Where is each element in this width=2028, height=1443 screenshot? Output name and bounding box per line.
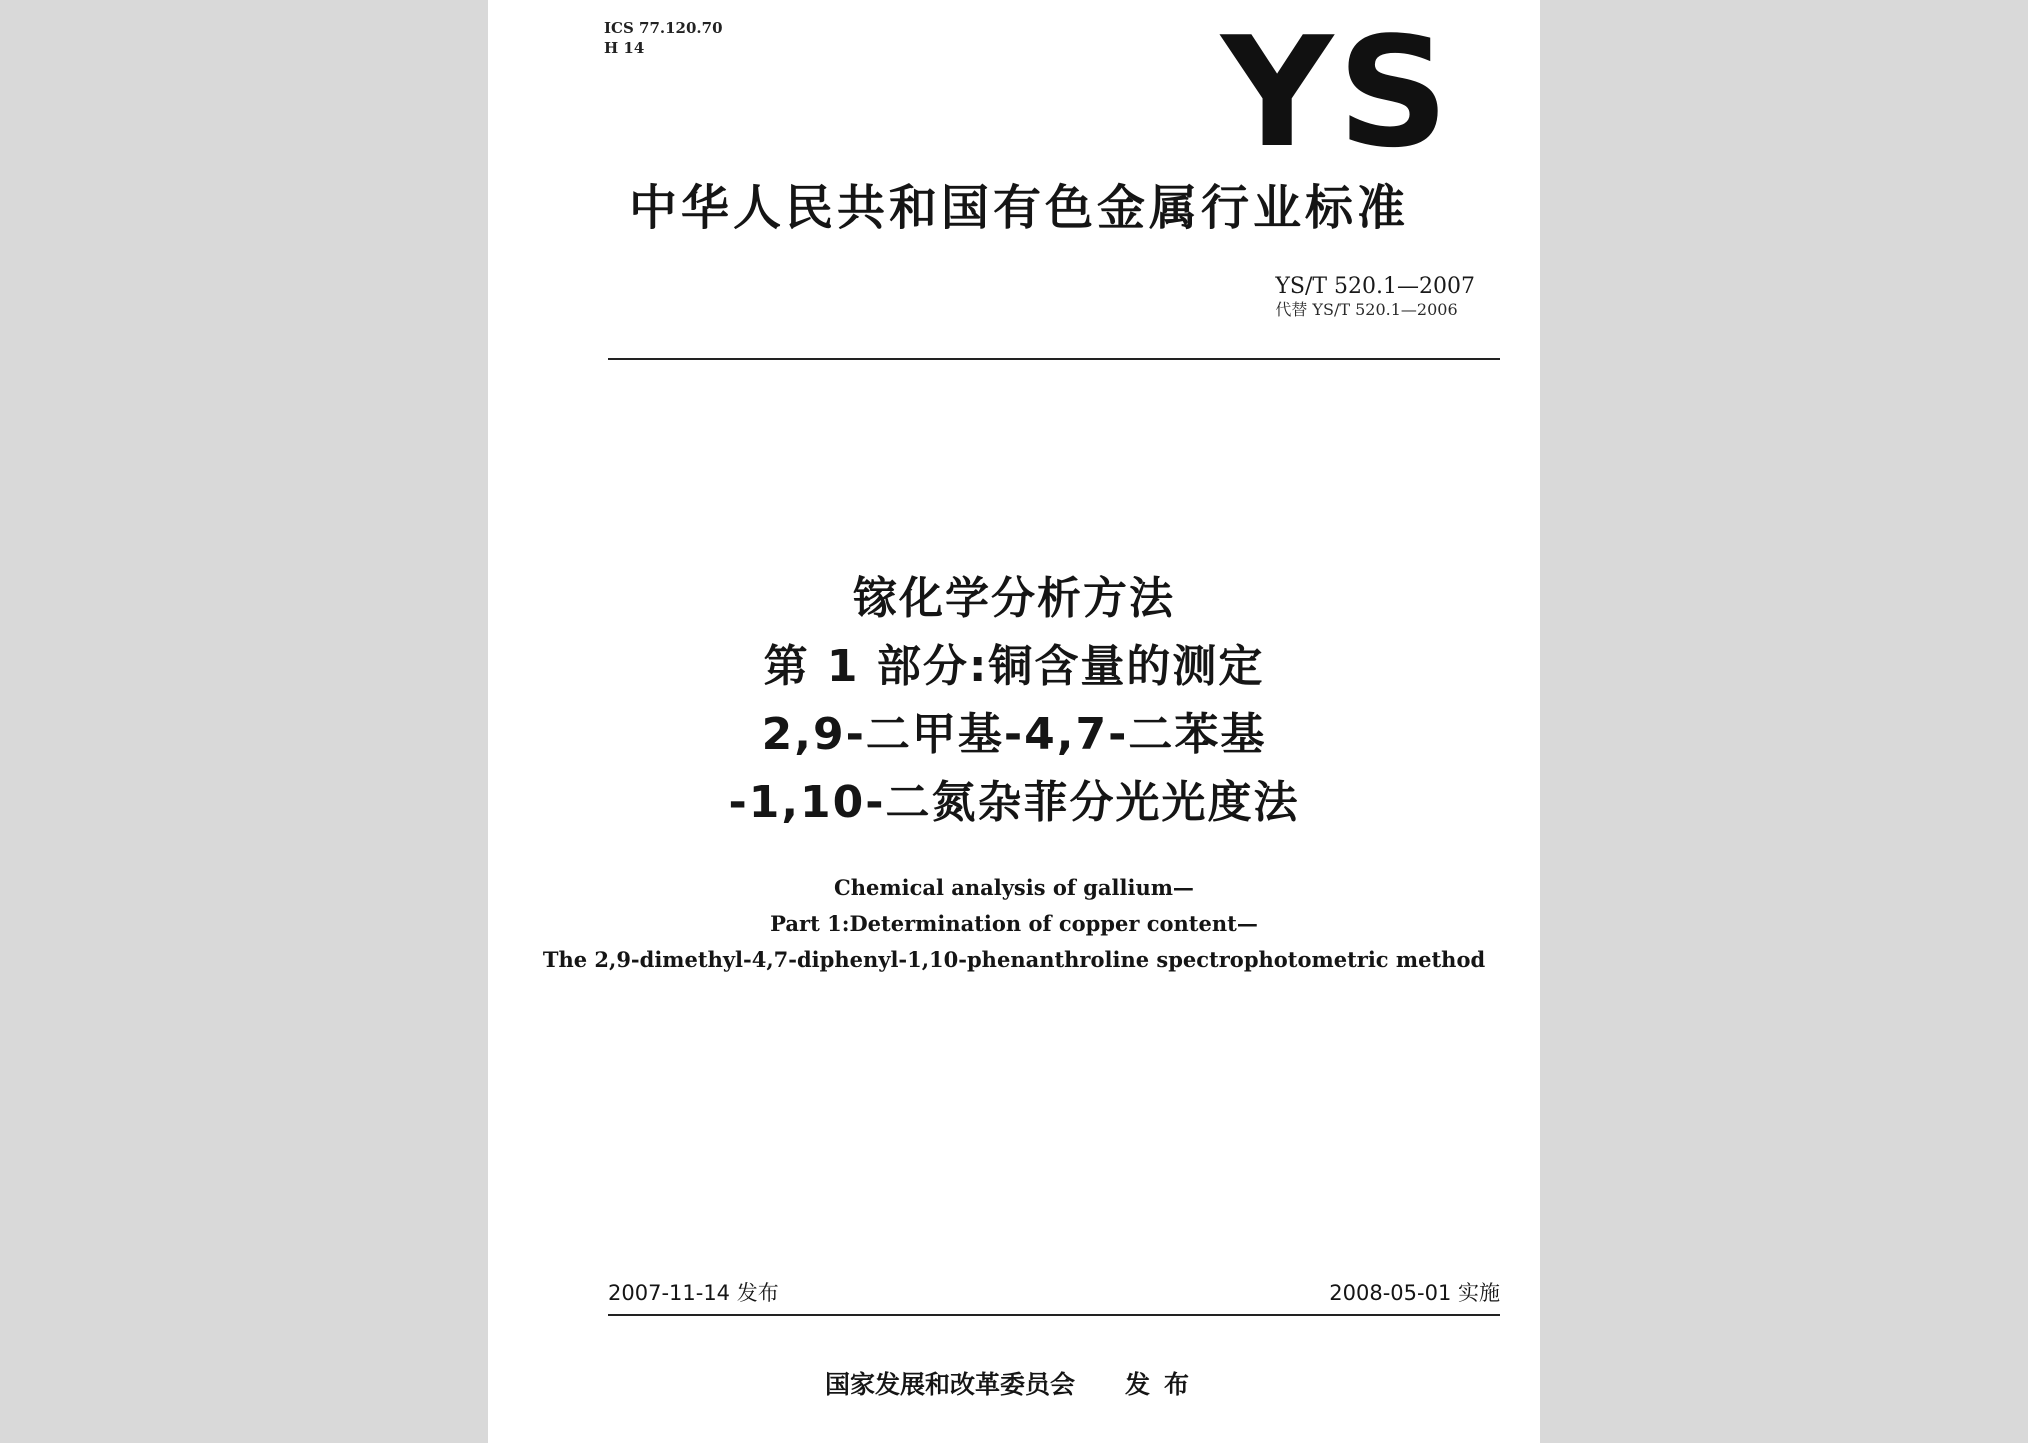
chinese-title — [488, 565, 1540, 837]
english-title-line: The 2,9-dimethyl-4,7-diphenyl-1,10-phenanthroline spectrophotometric method — [542, 947, 1486, 972]
ys-logo: YS — [1221, 4, 1454, 181]
issue-date: 2007-11-14 发布 — [608, 1281, 779, 1305]
chinese-title-line: 镓化学分析方法 — [853, 573, 1175, 624]
issuer-name: 国家发展和改革委员会 — [824, 1370, 1075, 1399]
english-title-line: Chemical analysis of gallium— — [834, 875, 1194, 900]
chinese-title-line: -1,10-二氮杂菲分光光度法 — [728, 777, 1300, 828]
english-title-line: Part 1:Determination of copper content— — [770, 911, 1258, 936]
issuing-body-title: 中华人民共和国有色金属行业标准 — [628, 180, 1409, 236]
standard-number-block — [1275, 274, 1475, 320]
standard-cover-page — [488, 0, 1540, 1443]
chinese-title-line: 第 1 部分:铜含量的测定 — [763, 641, 1265, 692]
date-row — [608, 1276, 1500, 1310]
classification-codes — [604, 18, 723, 58]
standard-number: YS/T 520.1—2007 — [1275, 274, 1475, 299]
issuer-line — [488, 1368, 1540, 1402]
ics-code: ICS 77.120.70 — [604, 19, 723, 37]
ccs-code: H 14 — [604, 39, 645, 57]
header-divider — [608, 358, 1500, 360]
chinese-title-line: 2,9-二甲基-4,7-二苯基 — [761, 709, 1267, 760]
implementation-date: 2008-05-01 实施 — [1329, 1281, 1500, 1305]
issuer-verb: 发布 — [1125, 1370, 1204, 1399]
replaces-standard: 代替 YS/T 520.1—2006 — [1275, 300, 1458, 319]
english-title — [488, 870, 1540, 978]
footer-divider — [608, 1314, 1500, 1316]
